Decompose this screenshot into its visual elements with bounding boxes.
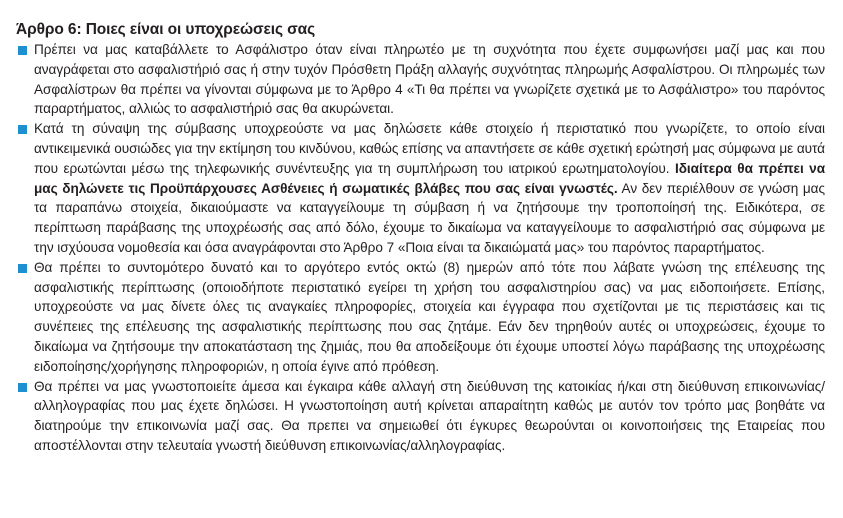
list-item-bold-text: Ιδιαίτερα θα πρέπει να μας δηλώνετε τις Προϋπάρχουσες Ασθένειες ή σωματικές βλάβες που σας είναι γνωστές. xyxy=(34,160,825,196)
list-item-claim-notification xyxy=(10,258,833,377)
list-item-text: Κατά τη σύναψη της σύμβασης υποχρεούστε να μας δηλώσετε κάθε στοιχείο ή περιστατικό που γνωρίζετε, το οποίο είναι αντικειμενικά ουσιώδες για την εκτίμηση του κινδύνου, καθώς επίσης να απαντήσετε σε κάθε σχετική ερώτησή μας σύμφωνα με αυτά που ερωτώνται μέσω της τηλεφωνικής συνέντευξης για τη συμπλήρωση του ιατρικού ερωτηματολογίου. xyxy=(34,121,825,176)
list-item-text: Θα πρέπει το συντομότερο δυνατό και το αργότερο εντός οκτώ (8) ημερών από τότε που λάβατε γνώση της επέλευσης της ασφαλιστικής περίπτωσης (οποιοδήποτε περιστατικό εγείρει τη χρήση του ασφαλιστηρίου σας) να μας ειδοποιήσετε. Επίσης, υποχρεούστε να μας δίνετε όλες τις αναγκαίες πληροφορίες, στοιχεία και έγγραφα που σχετίζονται με τις περιστάσεις και τις συνέπειες της επέλευσης της ασφαλιστικής περίπτωσης που σας ζητάμε. Εάν δεν τηρηθούν αυτές οι υποχρεώσεις, έχουμε το δικαίωμα να ζητήσουμε την αποκατάσταση της ζημιάς, που θα αποδείξουμε ότι έχουμε υποστεί λόγω παράβασης της υποχρέωσης ειδοποίησης/χορήγησης πληροφοριών, η οποία έγινε από πρόθεση. xyxy=(34,259,825,374)
list-item-disclosure xyxy=(10,119,833,258)
list-item-premium-payment xyxy=(10,40,833,119)
square-bullet-icon xyxy=(18,125,27,134)
list-item-address-change xyxy=(10,377,833,456)
list-item-text: Θα πρέπει να μας γνωστοποιείτε άμεσα και έγκαιρα κάθε αλλαγή στη διεύθυνση της κατοικίας ή/και στη διεύθυνση επικοινωνίας/αλληλογραφίας που μας έχετε δηλώσει. Η γνωστοποίηση αυτή κρίνεται απαραίτητη καθώς με αυτόν τον τρόπο μας βοηθάτε να διατηρούμε την επικοινωνία μαζί σας. Θα πρεπει να σημειωθεί ότι έγκυρες θεωρούνται οι κοινοποιήσεις της Εταιρείας που αποστέλλονται στην τελευταία γνωστή διεύθυνση επικοινωνίας/αλληλογραφίας. xyxy=(34,378,825,453)
square-bullet-icon xyxy=(18,383,27,392)
list-item-text: Αν δεν περιέλθουν σε γνώση μας τα παραπάνω στοιχεία, δικαιούμαστε να καταγγείλουμε τη σύμβαση ή να ζητήσουμε την τροποποίησή της. Ειδικότερα, σε περίπτωση παράβασης της υποχρέωσής σας από δόλο, έχουμε το δικαίωμα να καταγγείλουμε το ασφαλιστήριό σας σύμφωνα με την ισχύουσα νομοθεσία και όσα αναγράφονται στο Άρθρο 7 «Ποια είναι τα δικαιώματά μας» του παρόντος παραρτήματος. xyxy=(34,180,825,255)
article-title: Άρθρο 6: Ποιες είναι οι υποχρεώσεις σας xyxy=(16,21,316,38)
obligations-list xyxy=(10,40,833,456)
square-bullet-icon xyxy=(18,264,27,273)
square-bullet-icon xyxy=(18,46,27,55)
list-item-text: Πρέπει να μας καταβάλλετε το Ασφάλιστρο όταν είναι πληρωτέο με τη συχνότητα που έχετε συμφωνήσει μαζί μας και που αναγράφεται στο ασφαλιστήριό σας ή στην τυχόν Πρόσθετη Πράξη αλλαγής συχνότητας πληρωμής Ασφαλίστρου. Οι πληρωμές των Ασφαλίστρων θα πρέπει να γίνονται σύμφωνα με το Άρθρο 4 «Τι θα πρέπει να γνωρίζετε σχετικά με το Ασφάλιστρο» του παρόντος παραρτήματος, αλλιώς το ασφαλιστήριό σας θα ακυρώνεται. xyxy=(34,42,825,117)
